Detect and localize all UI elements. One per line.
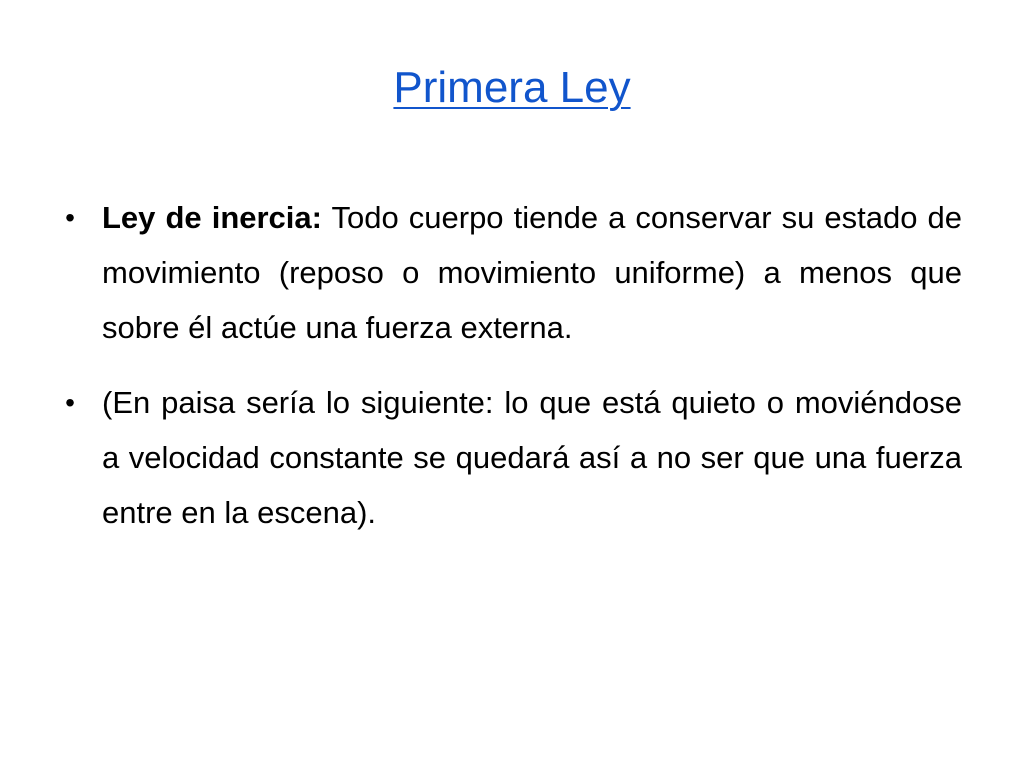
bullet-term: Ley de inercia: [102,200,322,235]
title-container [0,62,1024,115]
slide-title-link[interactable]: Primera Ley [393,63,631,112]
bullet-item-paisa [60,375,962,540]
bullet-icon: • [65,387,75,418]
bullet-list [60,190,962,560]
bullet-item-ley-de-inercia [60,190,962,355]
bullet-icon: • [65,202,75,233]
bullet-text: Todo cuerpo tiende a conservar su estado de movimiento (reposo o movimiento uniforme) a menos que sobre él actúe una fuerza externa. [102,200,962,345]
bullet-text: (En paisa sería lo siguiente: lo que está quieto o moviéndose a velocidad constante se quedará así a no ser que una fuerza entre en la escena). [102,385,962,530]
